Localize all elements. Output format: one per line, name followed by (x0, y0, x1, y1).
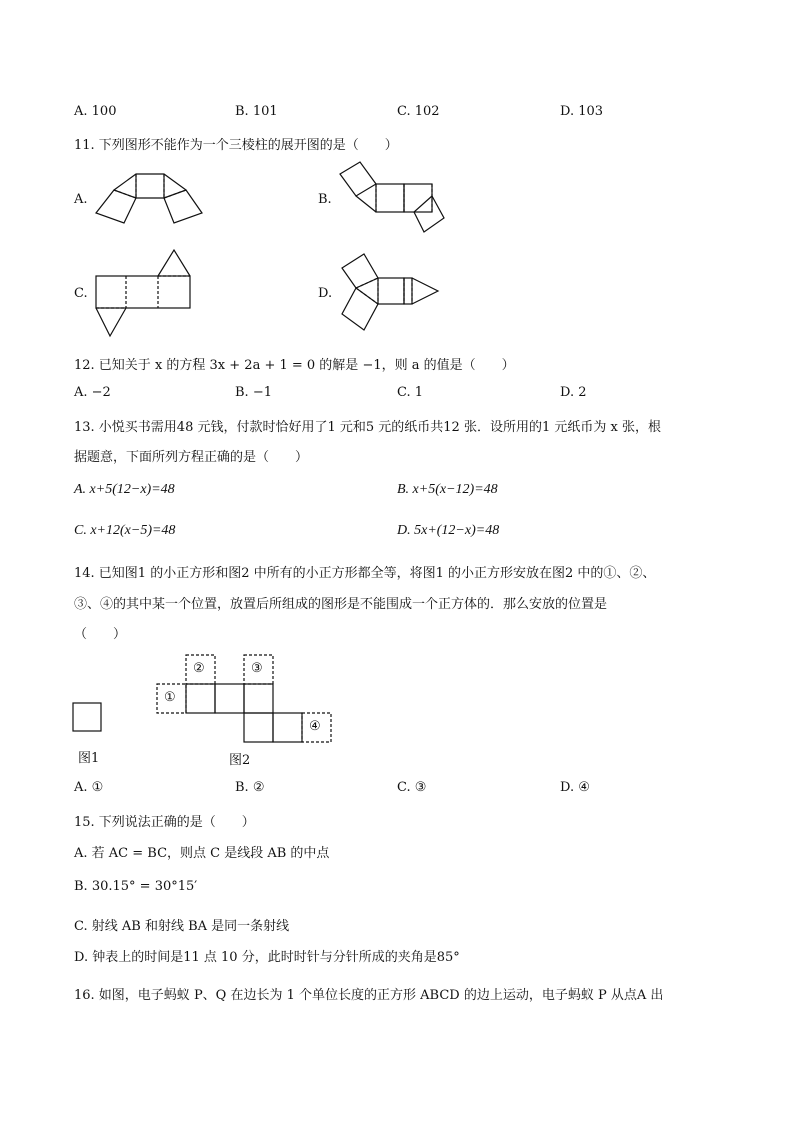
q14-stem-line3: （ ） (74, 627, 127, 642)
q11-label-d: D. (318, 286, 333, 301)
q10-option-c: C. 102 (397, 104, 440, 119)
q13-option-a: A. x+5(12−x)=48 (74, 482, 175, 497)
q13-stem-line2: 据题意，下面所列方程正确的是（ ） (74, 450, 309, 465)
q12-option-d: D. 2 (560, 385, 587, 400)
q12-option-c: C. 1 (397, 385, 424, 400)
q11-label-b: B. (318, 192, 332, 207)
q13-stem-line1: 13. 小悦买书需用48 元钱，付款时恰好用了1 元和5 元的纸币共12 张．设所用的1 元纸币为 x 张，根 (74, 420, 661, 435)
q12-option-a: A. −2 (74, 385, 111, 400)
q10-option-a: A. 100 (74, 104, 117, 119)
q14-option-c: C. ③ (397, 780, 427, 795)
q11-figure-a (94, 168, 204, 230)
q14-slot-3: ③ (251, 661, 263, 676)
q15-option-b: B. 30.15° = 30°15′ (74, 879, 198, 894)
q13-option-c: C. x+12(x−5)=48 (74, 523, 176, 538)
q11-figure-d (338, 252, 442, 336)
q11-figure-c (94, 248, 194, 340)
q13-option-d: D. 5x+(12−x)=48 (397, 523, 500, 538)
q14-slot-1: ① (164, 690, 176, 705)
q10-option-b: B. 101 (235, 104, 278, 119)
q14-stem-line1: 14. 已知图1 的小正方形和图2 中所有的小正方形都全等，将图1 的小正方形安放在图2 中的①、②、 (74, 566, 656, 581)
q14-slot-2: ② (193, 661, 205, 676)
q11-figure-b (338, 160, 450, 240)
q14-option-d: D. ④ (560, 780, 590, 795)
q14-figure-1-label: 图1 (78, 751, 100, 766)
q13-option-b: B. x+5(x−12)=48 (397, 482, 498, 497)
q10-option-d: D. 103 (560, 104, 604, 119)
q11-label-a: A. (74, 192, 88, 207)
q12-stem: 12. 已知关于 x 的方程 3x + 2a + 1 = 0 的解是 −1，则 a 的值是（ ） (74, 358, 515, 373)
q14-figure-1 (72, 702, 102, 732)
q14-figure-2-label: 图2 (229, 753, 251, 768)
q14-slot-4: ④ (309, 719, 321, 734)
q12-option-b: B. −1 (235, 385, 272, 400)
q14-figure-2 (156, 654, 334, 744)
q14-stem-line2: ③、④的其中某一个位置，放置后所组成的图形是不能围成一个正方体的．那么安放的位置是 (74, 597, 608, 612)
q14-option-b: B. ② (235, 780, 265, 795)
q11-stem: 11. 下列图形不能作为一个三棱柱的展开图的是（ ） (74, 138, 398, 153)
q15-option-a: A. 若 AC = BC，则点 C 是线段 AB 的中点 (74, 846, 330, 861)
q15-option-d: D. 钟表上的时间是11 点 10 分，此时时针与分针所成的夹角是85° (74, 950, 460, 965)
q11-label-c: C. (74, 286, 88, 301)
q14-option-a: A. ① (74, 780, 104, 795)
q15-stem: 15. 下列说法正确的是（ ） (74, 815, 255, 830)
q15-option-c: C. 射线 AB 和射线 BA 是同一条射线 (74, 919, 290, 934)
q16-stem: 16. 如图，电子蚂蚁 P、Q 在边长为 1 个单位长度的正方形 ABCD 的边上运动，电子蚂蚁 P 从点A 出 (74, 988, 664, 1003)
